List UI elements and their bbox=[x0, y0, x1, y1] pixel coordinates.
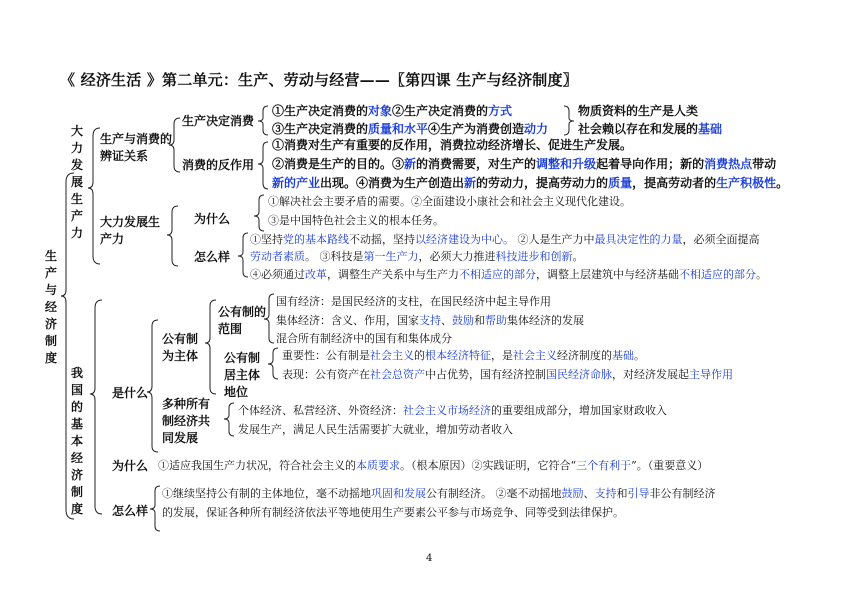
text-segment: 经济制度的 bbox=[557, 349, 612, 362]
highlight-text: 社会主义市场经济 bbox=[403, 404, 491, 417]
text-segment: ③是中国特色社会主义的根本任务。 bbox=[268, 214, 444, 227]
highlight-text: 社会主义 bbox=[370, 349, 414, 362]
text-segment: ，提高劳动者的 bbox=[632, 176, 717, 190]
highlight-text: 社会主义 bbox=[513, 349, 557, 362]
text-segment: ，调整上层建筑中与经济基础 bbox=[536, 268, 679, 281]
text-segment: ③生产决定消费的 bbox=[272, 122, 369, 136]
public-scope-line-1 bbox=[276, 295, 551, 308]
text-segment: 带动 bbox=[752, 157, 777, 171]
text-segment: ①坚持 bbox=[250, 233, 283, 246]
system-why-line-1 bbox=[158, 459, 708, 472]
public-status-line-1 bbox=[282, 349, 645, 362]
highlight-text: 鼓励 bbox=[452, 314, 474, 327]
text-segment: ①适应我国生产力状况，符合社会主义的 bbox=[158, 459, 356, 472]
text-segment: 非公有制经济 bbox=[649, 487, 716, 500]
public-status-label: 公有制居主体地位 bbox=[224, 351, 261, 399]
highlight-text: 三个有利于 bbox=[576, 459, 632, 472]
text-segment: 不动摇，坚持 bbox=[349, 233, 415, 246]
highlight-text: 基础 bbox=[612, 349, 634, 362]
multi-ownership-label: 多种所有制经济共同发展 bbox=[162, 397, 211, 445]
unit-heading: 生产与经济制度 bbox=[44, 249, 57, 365]
dialectic-label: 生产与消费的辨证关系 bbox=[100, 132, 173, 163]
develop-why-line-2 bbox=[268, 214, 444, 227]
text-segment: 和 bbox=[616, 487, 628, 500]
text-segment: ①继续坚持公有制的主体地位，毫不动摇地 bbox=[162, 487, 371, 500]
develop-why-line-1 bbox=[268, 195, 631, 208]
text-segment: ，是 bbox=[491, 349, 513, 362]
highlight-text: 帮助 bbox=[485, 314, 507, 327]
highlight-text: 科技进步和创新 bbox=[495, 250, 573, 263]
highlight-text: 以经济建设为中心。 bbox=[415, 233, 514, 246]
system-what-label: 是什么 bbox=[112, 386, 149, 400]
consumption-reacts-label: 消费的反作用 bbox=[182, 158, 255, 172]
text-segment: ②人是生产力中 bbox=[514, 233, 595, 246]
highlight-text: 根本经济特征 bbox=[425, 349, 491, 362]
highlight-text: 支持 bbox=[419, 314, 441, 327]
public-status-line-2 bbox=[282, 368, 733, 381]
system-how-label: 怎么样 bbox=[112, 504, 149, 518]
highlight-text: 社会总资产 bbox=[370, 368, 425, 381]
text-segment: 和 bbox=[474, 314, 485, 327]
multi-line-2 bbox=[238, 423, 513, 436]
develop-how-line-1 bbox=[250, 233, 760, 246]
consumption-line-1 bbox=[272, 138, 632, 152]
production-decides-line-1 bbox=[272, 104, 512, 118]
consumption-line-2 bbox=[272, 157, 776, 171]
text-segment: ④必须通过 bbox=[250, 268, 305, 281]
highlight-text: 质量 bbox=[608, 176, 633, 190]
public-scope-line-3 bbox=[276, 332, 452, 345]
highlight-text: 生产积极性 bbox=[716, 176, 777, 190]
highlight-text: 国民经济命脉 bbox=[546, 368, 612, 381]
text-segment: ②生产决定消费的 bbox=[392, 104, 489, 118]
system-how-line-2 bbox=[162, 506, 624, 519]
highlight-text: 引导 bbox=[627, 487, 650, 500]
text-segment: 的劳动力，提高劳动力的 bbox=[476, 176, 609, 190]
section-develop-heading: 大力发展生产力 bbox=[70, 124, 83, 240]
highlight-text: 消费热点 bbox=[704, 157, 753, 171]
develop-how-label: 怎么样 bbox=[194, 250, 231, 264]
public-main-label: 公有制为主体 bbox=[162, 332, 199, 363]
text-segment: 。 bbox=[572, 250, 584, 263]
text-segment: 发展生产，满足人民生活需要扩大就业，增加劳动者收入 bbox=[238, 423, 513, 436]
text-segment: ①生产决定消费的 bbox=[272, 104, 369, 118]
text-segment: 集体经济的发展 bbox=[507, 314, 584, 327]
develop-label: 大力发展生产力 bbox=[100, 215, 161, 246]
highlight-text: 对象 bbox=[368, 104, 393, 118]
highlight-text: 鼓励 bbox=[561, 487, 584, 500]
page-number: 4 bbox=[426, 553, 433, 564]
text-segment: 。（根本原因）②实践证明，它符合“ bbox=[400, 459, 577, 472]
highlight-text: 改革 bbox=[305, 268, 327, 281]
highlight-text: 新 bbox=[464, 176, 477, 190]
text-segment: ，必须全面提高 bbox=[682, 233, 760, 246]
highlight-text: 最具决定性的力量 bbox=[594, 233, 683, 246]
text-segment: ，调整生产关系中与生产力 bbox=[327, 268, 459, 281]
system-why-label: 为什么 bbox=[112, 459, 149, 473]
highlight-text: 主导作用 bbox=[689, 368, 733, 381]
text-segment: 的发展，保证各种所有制经济依法平等地使用生产要素公平参与市场竞争、同等受到法律保护。 bbox=[162, 506, 624, 519]
text-segment: 重要性：公有制是 bbox=[282, 349, 370, 362]
text-segment: 混合所有制经济中的国有和集体成分 bbox=[276, 332, 452, 345]
text-segment: ，必须大力推进 bbox=[418, 250, 496, 263]
highlight-text: 不相适应的部分 bbox=[459, 268, 536, 281]
system-how-line-1 bbox=[162, 487, 716, 500]
highlight-text: 质量和水平 bbox=[368, 122, 429, 136]
highlight-text: 本质要求 bbox=[356, 459, 400, 472]
text-segment: 集体经济：含义、作用，国家 bbox=[276, 314, 419, 327]
text-segment: 。 ③科技是 bbox=[305, 250, 364, 263]
highlight-text: 不相适应的部分 bbox=[679, 268, 756, 281]
highlight-text: 巩固和发展 bbox=[371, 487, 426, 500]
public-scope-line-2 bbox=[276, 314, 584, 327]
highlight-text: 第一生产力 bbox=[363, 250, 419, 263]
highlight-text: 劳动者素质 bbox=[250, 250, 305, 263]
text-segment: 、 bbox=[583, 487, 595, 500]
text-segment: ”。（重要意义） bbox=[631, 459, 709, 472]
text-segment: 表现：公有资产在 bbox=[282, 368, 370, 381]
text-segment: 个体经济、私营经济、外资经济： bbox=[238, 404, 403, 417]
production-side-line-2 bbox=[578, 122, 722, 136]
text-segment: 、 bbox=[441, 314, 452, 327]
multi-line-1 bbox=[238, 404, 667, 417]
section2-brace bbox=[88, 0, 108, 609]
production-decides-line-2 bbox=[272, 122, 548, 136]
page-title: 《 经济生活 》第二单元：生产、劳动与经营——〖第四课 生产与经济制度〗 bbox=[60, 71, 578, 89]
develop-how-line-3 bbox=[250, 268, 767, 281]
text-segment: 起着导向作用；新的 bbox=[596, 157, 705, 171]
text-segment: 。 bbox=[634, 349, 645, 362]
highlight-text: 党的基本路线 bbox=[283, 233, 349, 246]
section-system-heading: 我国的基本经济制度 bbox=[70, 366, 83, 516]
text-segment: 社会赖以存在和发展的 bbox=[578, 122, 699, 136]
text-segment: 。 bbox=[776, 176, 789, 190]
text-segment: ④生产为消费创造 bbox=[428, 122, 525, 136]
text-segment: ②消费是生产的目的。③ bbox=[272, 157, 405, 171]
develop-how-line-2 bbox=[250, 250, 584, 263]
highlight-text: 基础 bbox=[698, 122, 723, 136]
text-segment: 出现。④消费为生产创造出 bbox=[320, 176, 465, 190]
text-segment: 中占优势，国有经济控制 bbox=[425, 368, 546, 381]
highlight-text: 新 bbox=[404, 157, 417, 171]
highlight-text: 新的产业 bbox=[272, 176, 321, 190]
public-scope-label: 公有制的范围 bbox=[218, 305, 267, 336]
highlight-text: 支持 bbox=[594, 487, 617, 500]
text-segment: 的消费需要，对生产的 bbox=[416, 157, 537, 171]
highlight-text: 方式 bbox=[488, 104, 513, 118]
text-segment: ，对经济发展起 bbox=[612, 368, 689, 381]
text-segment: 的重要组成部分，增加国家财政收入 bbox=[491, 404, 667, 417]
text-segment: 的 bbox=[414, 349, 425, 362]
text-segment: ①解决社会主要矛盾的需要。②全面建设小康社会和社会主义现代化建设。 bbox=[268, 195, 631, 208]
production-side-line-1: 物质资料的生产是人类 bbox=[578, 104, 699, 118]
consumption-line-3 bbox=[272, 176, 788, 190]
text-segment: ①消费对生产有重要的反作用，消费拉动经济增长、促进生产发展。 bbox=[272, 138, 633, 152]
production-decides-label: 生产决定消费 bbox=[182, 114, 255, 128]
text-segment: 。 bbox=[756, 268, 767, 281]
text-segment: 国有经济：是国民经济的支柱，在国民经济中起主导作用 bbox=[276, 295, 551, 308]
highlight-text: 动力 bbox=[524, 122, 549, 136]
develop-why-label: 为什么 bbox=[194, 212, 231, 226]
highlight-text: 调整和升级 bbox=[536, 157, 597, 171]
text-segment: 公有制经济。 ②毫不动摇地 bbox=[426, 487, 562, 500]
